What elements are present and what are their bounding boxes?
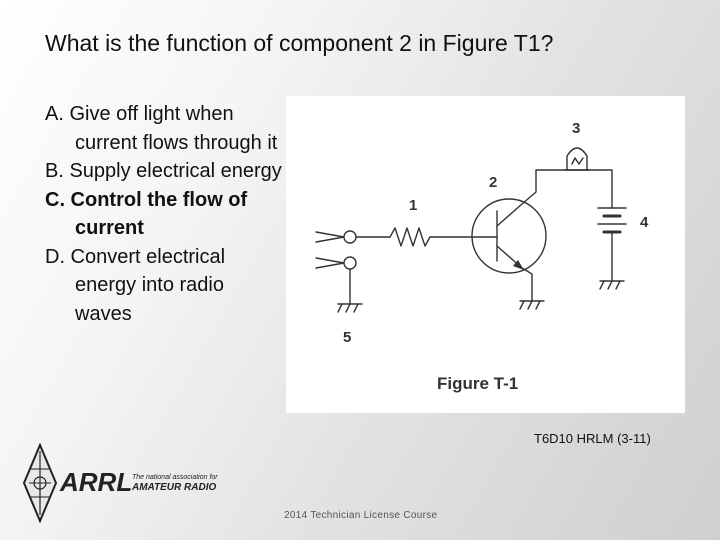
- answer-d: D. Convert electrical energy into radio waves: [45, 245, 226, 325]
- ground-symbol-input: [338, 304, 362, 312]
- arrl-logo-graphic: [20, 443, 270, 523]
- course-footer: 2014 Technician License Course: [284, 510, 438, 521]
- wire-emitter-to-ground: [522, 268, 532, 301]
- answer-list: [45, 100, 285, 328]
- arrl-tagline-line2: AMATEUR RADIO: [132, 482, 217, 493]
- figure-t1: [286, 96, 685, 413]
- battery-symbol: [598, 208, 626, 232]
- ground-symbol-emitter: [520, 301, 544, 309]
- reference-label: T6D10 HRLM (3-11): [534, 431, 651, 446]
- transistor-circle: [472, 199, 546, 273]
- circuit-schematic: [286, 96, 685, 413]
- resistor-symbol: [390, 228, 430, 246]
- label-component-5: 5: [343, 329, 352, 346]
- transistor-collector: [497, 204, 522, 226]
- answer-b: B. Supply electrical energy: [45, 160, 282, 182]
- arrl-tagline-line1: The national association for: [132, 474, 218, 481]
- question-title: What is the function of component 2 in Figure T1?: [45, 30, 554, 56]
- ground-symbol-battery: [600, 281, 624, 289]
- label-component-1: 1: [409, 197, 418, 214]
- label-component-3: 3: [572, 120, 581, 137]
- lamp-bulb-outline: [567, 148, 587, 170]
- arrl-logo: [20, 443, 270, 523]
- arrl-wordmark: ARRL: [60, 467, 133, 497]
- wire-lamp-to-battery: [577, 170, 612, 208]
- figure-caption: Figure T-1: [437, 374, 519, 393]
- lamp-filament: [572, 158, 583, 164]
- label-component-2: 2: [489, 174, 498, 191]
- answer-a: A. Give off light when current flows through it: [45, 103, 278, 154]
- input-jack-bottom-chevron: [316, 258, 344, 268]
- input-terminal-bottom: [344, 257, 356, 269]
- input-terminal-top: [344, 231, 356, 243]
- answer-c-correct: C. Control the flow of current: [45, 188, 248, 239]
- wire-collector: [522, 170, 577, 204]
- label-component-4: 4: [640, 214, 649, 231]
- input-jack-top-chevron: [316, 232, 344, 242]
